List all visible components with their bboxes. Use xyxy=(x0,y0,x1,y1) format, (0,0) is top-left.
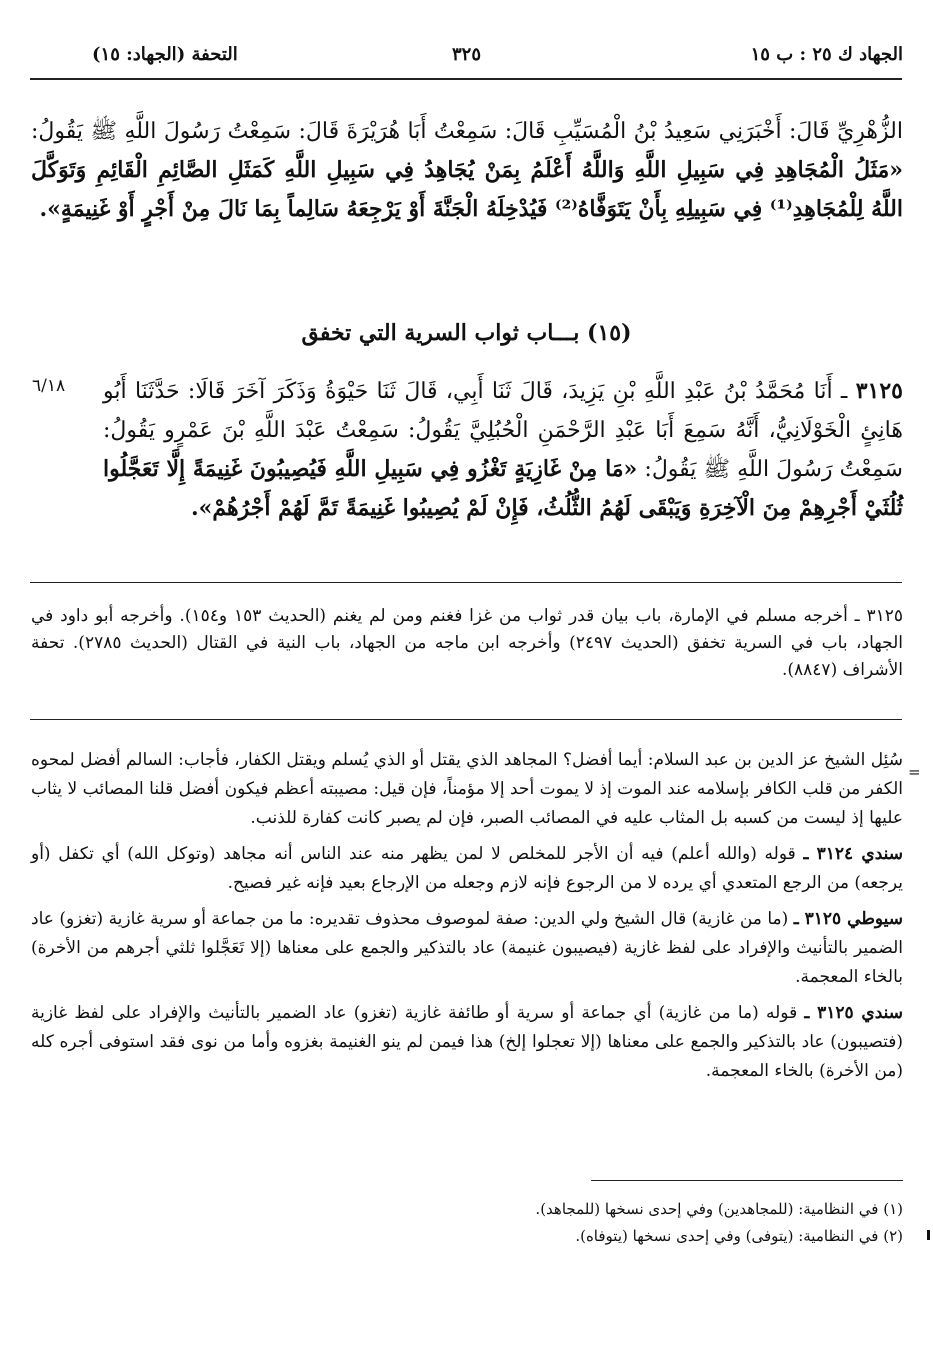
continuation-marker: = xyxy=(908,763,921,781)
running-header-left: التحفة (الجهاد: ١٥) xyxy=(92,44,238,65)
footnote-1: (١) في النظامية: (للمجاهدين) وفي إحدى نسخها (للمجاهد). xyxy=(535,1200,903,1218)
commentary-text: قوله (ما من غازية) أي جماعة أو سرية أو طائفة غازية (تغزو) عاد الضمير بالتأنيث والإفراد على لفظ غازية (فتصيبون) عاد بالتذكير والجمع على معناها (إلا تعجلوا إلخ) هذا فيمن لم ينو الغنيمة بغزوه وأما من نوى فقد استوفى أجره كله (من الأخرة) بالخاء المعجمة. xyxy=(31,1003,903,1081)
commentary-suyuti-3125 xyxy=(31,905,903,992)
hadith-3124-text: «مَثَلُ الْمُجَاهِدِ فِي سَبِيلِ اللَّهِ وَاللَّهُ أَعْلَمُ بِمَنْ يُجَاهِدُ فِي سَبِيلِ اللَّهِ كَمَثَلِ الصَّائِمِ الْقَائِمِ وَتَوَكَّلَ اللَّهُ لِلْمُجَاهِدِ⁽¹⁾ فِي سَبِيلِهِ بِأَنْ يَتَوَفَّاهُ⁽²⁾ فَيُدْخِلَهُ الْجَنَّةَ أَوْ يَرْجِعَهُ سَالِماً بِمَا نَالَ مِنْ أَجْرٍ أَوْ غَنِيمَةٍ». xyxy=(31,157,903,222)
commentary-text: قوله (والله أعلم) فيه أن الأجر للمخلص لا لمن يظهر منه عند الناس أنه مجاهد (وتوكل الله) أي تكفل (أو يرجعه) من الرجع المتعدي أي يرده لا من الرجوع فإنه لازم وجعله من الإرجاع بعيد فإنه غير فصيح. xyxy=(31,844,903,893)
running-header-right: الجهاد ك ٢٥ : ب ١٥ xyxy=(750,44,903,65)
footnote-rule xyxy=(591,1180,903,1181)
takhrij-rule xyxy=(30,582,902,583)
hadith-3124-intro: الزُّهْرِيِّ قَالَ: أَخْبَرَنِي سَعِيدُ بْنُ الْمُسَيِّبِ قَالَ: سَمِعْتُ أَبَا هُرَيْرَةَ قَالَ: سَمِعْتُ رَسُولَ اللَّهِ ﷺ يَقُولُ: xyxy=(31,119,903,144)
commentary-label: سندي ٣١٢٥ ـ xyxy=(804,1003,904,1023)
hadith-3125 xyxy=(103,372,903,528)
hadith-3125-isnad: ـ أَنَا مُحَمَّدُ بْنُ عَبْدِ اللَّهِ بْنِ يَزِيدَ، قَالَ ثَنَا أَبِي، قَالَ ثَنَا حَيْوَةُ وَذَكَرَ آخَرَ قَالَا: حَدَّثَنَا أَبُو هَانِئٍ الْخَوْلَانِيُّ، أَنَّهُ سَمِعَ أَبَا عَبْدِ الرَّحْمَنِ الْحُبُلِيَّ يَقُولُ: سَمِعْتُ عَبْدَ اللَّهِ بْنَ عَمْرٍو يَقُولُ: سَمِعْتُ رَسُولَ اللَّهِ ﷺ يَقُولُ: xyxy=(103,379,903,482)
hadith-3125-matn: «مَا مِنْ غَازِيَةٍ تَغْزُو فِي سَبِيلِ اللَّهِ فَيُصِيبُونَ غَنِيمَةً إِلَّا تَعَجَّلُوا ثُلُثَيْ أَجْرِهِمْ مِنَ الْآخِرَةِ وَيَبْقَى لَهُمُ الثُّلُثُ، فَإِنْ لَمْ يُصِيبُوا غَنِيمَةً تَمَّ لَهُمْ أَجْرُهُمْ». xyxy=(103,456,903,521)
commentary-izz-ibn-abd-salam: سُئِل الشيخ عز الدين بن عبد السلام: أيما أفضل؟ المجاهد الذي يقتل أو الذي يُسلم ويقتل الكفار، فأجاب: السالم أفضل لمحوه الكفر من قلب الكافر بإسلامه عند الموت إذ لا يموت أحد إلا مؤمناً، فإن قيل: مصيبته أعظم فيكون أفضل قلنا المصائب لا يثاب عليها إذ ليست من كسبه بل المثاب عليه في المصائب الصبر، فإن لم يصبر كانت كفارة للذنب. xyxy=(31,750,903,828)
footnotes xyxy=(31,1198,903,1252)
hadith-3124-continuation xyxy=(31,112,903,229)
commentary-sindi-3124 xyxy=(31,840,903,898)
page-number: ٣٢٥ xyxy=(451,44,481,65)
commentary-label: سندي ٣١٢٤ ـ xyxy=(803,844,903,864)
margin-reference: ٦/١٨ xyxy=(32,376,66,396)
hadith-3125-number: ٣١٢٥ xyxy=(855,378,903,404)
footnote-2: (٢) في النظامية: (يتوفى) وفي إحدى نسخها (يتوفاه). xyxy=(575,1227,903,1245)
commentary-label: سيوطي ٣١٢٥ ـ xyxy=(793,909,904,929)
commentary-sindi-3125 xyxy=(31,999,903,1086)
commentary-section xyxy=(31,746,903,1093)
commentary-text: (ما من غازية) قال الشيخ ولي الدين: صفة لموصوف محذوف تقديره: ما من جماعة أو سرية غازية (تغزو) عاد الضمير بالتأنيث والإفراد على لفظ غازية (فيصيبون غنيمة) عاد بالتذكير والجمع على معناها (إلا تَعَجَّلوا ثلثي أجرهم من الأخرة) بالخاء المعجمة. xyxy=(31,909,903,987)
header-rule xyxy=(30,78,902,80)
commentary-rule xyxy=(30,719,902,720)
takhrij-note: ٣١٢٥ ـ أخرجه مسلم في الإمارة، باب بيان قدر ثواب من غزا فغنم ومن لم يغنم (الحديث ١٥٣ و١٥٤). وأخرجه أبو داود في الجهاد، باب في السرية تخفق (الحديث ٢٤٩٧) وأخرجه ابن ماجه من الجهاد، باب النية في القتال (الحديث ٢٧٨٥). تحفة الأشراف (٨٨٤٧). xyxy=(31,606,904,680)
edge-mark xyxy=(927,1230,930,1240)
chapter-title: (١٥) بـــاب ثواب السرية التي تخفق xyxy=(301,320,632,346)
